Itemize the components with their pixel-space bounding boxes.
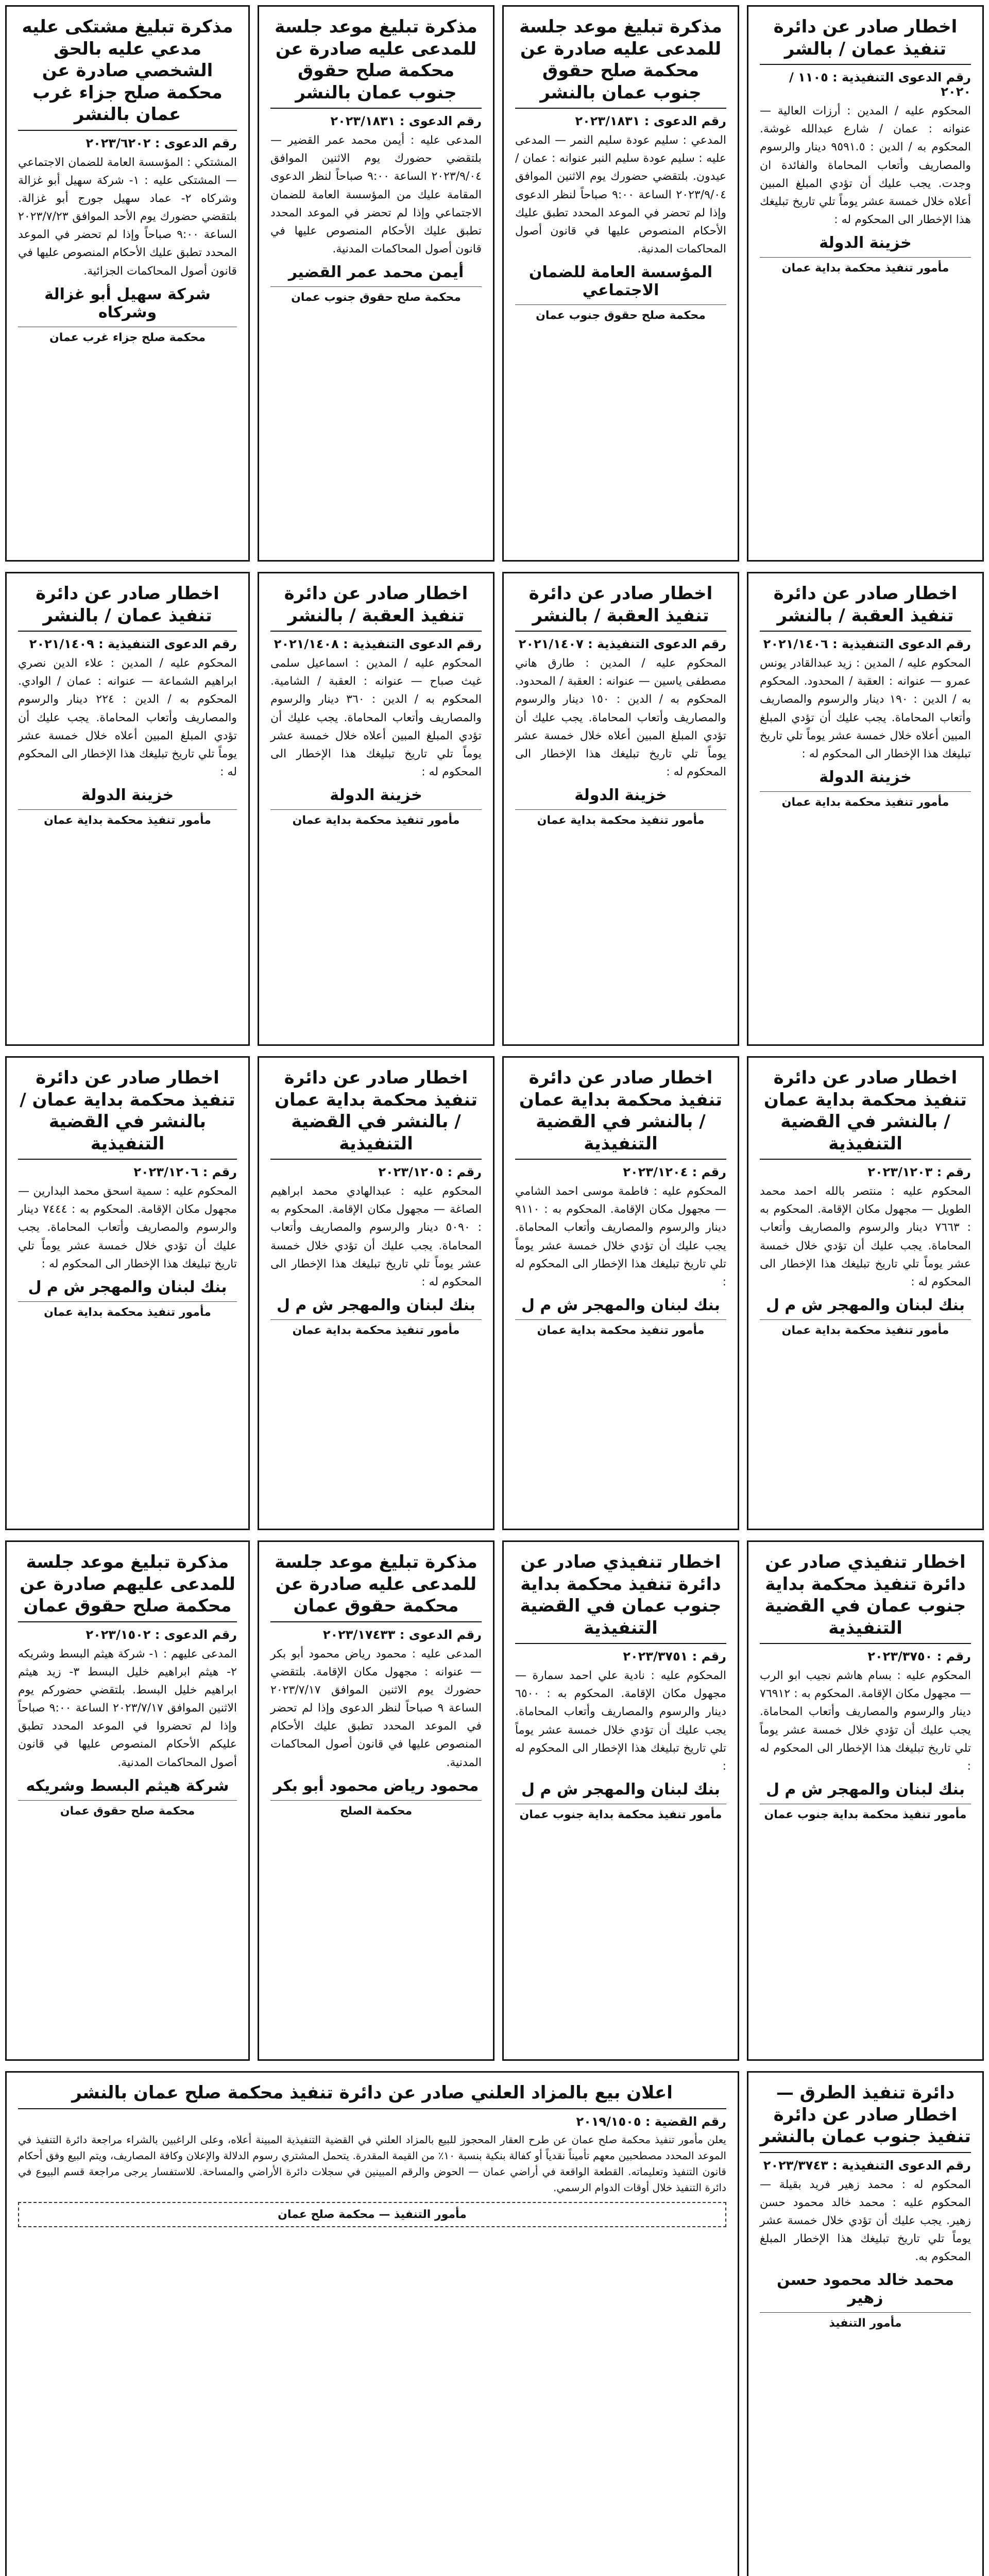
notice-title: اخطار صادر عن دائرة تنفيذ محكمة بداية عمان / بالنشر في القضية التنفيذية bbox=[270, 1067, 482, 1160]
notice-footer: محكمة صلح حقوق جنوب عمان bbox=[515, 304, 726, 322]
notice-party: بنك لبنان والمهجر ش م ل bbox=[521, 1781, 721, 1799]
notice-footer: محكمة الصلح bbox=[270, 1800, 482, 1818]
notice-ref: رقم الدعوى التنفيذية : ٢٠٢١/١٤٠٨ bbox=[274, 637, 482, 651]
notice-ref: رقم الدعوى : ٢٠٢٣/١٨٣١ bbox=[330, 114, 482, 128]
notice-ref: رقم : ٢٠٢٣/١٢٠٥ bbox=[378, 1165, 482, 1179]
notice-4 bbox=[5, 5, 250, 562]
notice-footer: مأمور تنفيذ محكمة بداية عمان bbox=[760, 791, 971, 809]
notice-1 bbox=[747, 5, 984, 562]
notice-party: المؤسسة العامة للضمان الاجتماعي bbox=[528, 263, 713, 300]
notice-title: اخطار صادر عن دائرة تنفيذ العقبة / بالنشر bbox=[760, 583, 971, 632]
notice-title: اخطار صادر عن دائرة تنفيذ العقبة / بالنشر bbox=[515, 583, 726, 632]
notice-ref: رقم : ٢٠٢٣/٣٧٥٠ bbox=[867, 1649, 971, 1664]
notice-body: المحكوم له : محمد زهير فريد بقيلة — المحكوم عليه : محمد خالد محمود حسن زهير. يجب عليك أن تؤدي خلال خمسة عشر يوماً تلي تاريخ تبليغك هذا الإخطار المبلغ المحكوم به. bbox=[760, 2178, 971, 2264]
notice-body: المحكوم عليه : سمية اسحق محمد البدارين — مجهول مكان الإقامة. المحكوم به : ٧٤٤٤ دينار والرسوم والمصاريف وأتعاب المحاماة. يجب عليك أن تؤدي خلال خمسة عشر يوماً تلي تاريخ تبليغك هذا الإخطار الى المحكوم له : bbox=[18, 1185, 237, 1270]
notice-body: المدعي : سليم عودة سليم النمر — المدعى عليه : سليم عودة سليم النبر عنوانه : عمان / عيدون. بلتقضي حضورك يوم الاثنين الموافق ٢٠٢٣/٩/٠٤ الساعة ٩:٠٠ صباحاً لنظر الدعوى وإذا لم تحضر في الموعد المحدد تطبق عليك الأحكام المنصوص عليها في قانون أصول المحاكمات المدنية. bbox=[515, 134, 726, 256]
notice-ref: رقم الدعوى التنفيذية : ٢٠٢١/١٤٠٧ bbox=[518, 637, 726, 651]
wide-notice-signature: مأمور التنفيذ — محكمة صلح عمان bbox=[18, 2202, 726, 2227]
notice-title: اخطار صادر عن دائرة تنفيذ محكمة بداية عمان / بالنشر في القضية التنفيذية bbox=[515, 1067, 726, 1160]
notice-body: المحكوم عليه / المدين : طارق هاني مصطفى ياسين — عنوانه : العقبة / المحدود. المحكوم به / الدين : ١٥٠ دينار والرسوم والمصاريف وأتعاب المحاماة. يجب عليك أن تؤدي المبلغ المبين أعلاه خلال خمسة عشر يوماً تلي تاريخ تبليغك هذا الإخطار الى المحكوم له : bbox=[515, 657, 727, 779]
notice-title: اخطار تنفيذي صادر عن دائرة تنفيذ محكمة بداية جنوب عمان في القضية التنفيذية bbox=[760, 1551, 971, 1644]
notice-footer: مأمور تنفيذ محكمة بداية عمان bbox=[760, 1319, 971, 1337]
notice-party: خزينة الدولة bbox=[330, 786, 422, 805]
newspaper-page bbox=[5, 5, 984, 2576]
notice-title: مذكرة تبليغ مشتكى عليه مدعي عليه بالحق الشخصي صادرة عن محكمة صلح جزاء غرب عمان بالنشر bbox=[18, 16, 237, 131]
notice-party: بنك لبنان والمهجر ش م ل bbox=[521, 1296, 721, 1315]
notice-party: محمود رياض محمود أبو بكر bbox=[273, 1776, 479, 1795]
notice-party: بنك لبنان والمهجر ش م ل bbox=[765, 1296, 965, 1315]
notice-title: دائرة تنفيذ الطرق — اخطار صادر عن دائرة تنفيذ جنوب عمان بالنشر bbox=[760, 2082, 971, 2153]
notice-ref: رقم : ٢٠٢٣/١٢٠٣ bbox=[867, 1165, 971, 1179]
notice-party: خزينة الدولة bbox=[819, 234, 912, 252]
notice-footer: مأمور تنفيذ محكمة بداية عمان bbox=[515, 809, 726, 827]
notice-footer: مأمور تنفيذ محكمة بداية عمان bbox=[18, 1301, 237, 1319]
notice-9 bbox=[747, 1056, 984, 1530]
notice-body: المحكوم عليه : بسام هاشم نجيب ابو الرب — مجهول مكان الإقامة. المحكوم به : ٧٦٩١٢ دينار والرسوم والمصاريف وأتعاب المحاماة. يجب عليك أن تؤدي خلال خمسة عشر يوماً تلي تاريخ تبليغك هذا الإخطار الى المحكوم له : bbox=[760, 1669, 971, 1773]
notice-party: بنك لبنان والمهجر ش م ل bbox=[28, 1278, 227, 1296]
notice-ref: رقم الدعوى : ٢٠٢٣/١٥٠٢ bbox=[86, 1627, 237, 1642]
notice-title: مذكرة تبليغ موعد جلسة للمدعى عليه صادرة عن محكمة صلح حقوق جنوب عمان بالنشر bbox=[270, 16, 482, 109]
notice-title: اخطار صادر عن دائرة تنفيذ محكمة بداية عمان / بالنشر في القضية التنفيذية bbox=[760, 1067, 971, 1160]
notice-body: المحكوم عليه / المدين : اسماعيل سلمى غيث صباح — عنوانه : العقبة / الشامية. المحكوم به / الدين : ٣٦٠ دينار والرسوم والمصاريف وأتعاب المحاماة. يجب عليك أن تؤدي المبلغ المبين أعلاه خلال خمسة عشر يوماً تلي تاريخ تبليغك هذا الإخطار الى المحكوم له : bbox=[270, 657, 482, 779]
notice-footer: محكمة صلح حقوق جنوب عمان bbox=[270, 286, 482, 304]
notice-body: المحكوم عليه : منتصر بالله احمد محمد الطويل — مجهول مكان الإقامة. المحكوم به : ٧٦٦٣ دينار والرسوم والمصاريف وأتعاب المحاماة. يجب عليك أن تؤدي خلال خمسة عشر يوماً تلي تاريخ تبليغك هذا الإخطار الى المحكوم له : bbox=[760, 1185, 971, 1289]
notice-3 bbox=[258, 5, 494, 562]
notice-body: المحكوم عليه / المدين : علاء الدين نصري ابراهيم الشماعة — عنوانه : عمان / الوادي. المحكوم به / الدين : ٢٢٤ دينار والرسوم والمصاريف وأتعاب المحاماة. يجب عليك أن تؤدي المبلغ المبين أعلاه خلال خمسة عشر يوماً تلي تاريخ تبليغك هذا الإخطار الى المحكوم له : bbox=[18, 657, 237, 779]
notice-ref: رقم الدعوى التنفيذية : ٢٠٢١/١٤٠٩ bbox=[29, 637, 237, 651]
notice-title: اخطار صادر عن دائرة تنفيذ عمان / بالشر bbox=[760, 16, 971, 65]
notice-body: المحكوم عليه : عبدالهادي محمد ابراهيم الصاغة — مجهول مكان الإقامة. المحكوم به : ٥٠٩٠ دينار والرسوم والمصاريف وأتعاب المحاماة. يجب عليك أن تؤدي خلال خمسة عشر يوماً تلي تاريخ تبليغك هذا الإخطار الى المحكوم له : bbox=[270, 1185, 482, 1289]
notice-footer: مأمور تنفيذ محكمة بداية جنوب عمان bbox=[515, 1804, 726, 1821]
notice-ref: رقم : ٢٠٢٣/١٢٠٤ bbox=[623, 1165, 726, 1179]
notice-ref: رقم الدعوى : ٢٠٢٣/٦٢٠٢ bbox=[86, 135, 237, 150]
notice-ref: رقم الدعوى التنفيذية : ١١٠٥ / ٢٠٢٠ bbox=[789, 70, 971, 99]
notice-16 bbox=[5, 1540, 250, 2061]
notice-footer: محكمة صلح حقوق عمان bbox=[18, 1800, 237, 1818]
notice-party: بنك لبنان والمهجر ش م ل bbox=[276, 1296, 476, 1315]
notice-footer: مأمور تنفيذ محكمة بداية عمان bbox=[515, 1319, 726, 1337]
notice-footer: مأمور التنفيذ bbox=[760, 2312, 971, 2330]
notice-12 bbox=[5, 1056, 250, 1530]
notice-footer: مأمور تنفيذ محكمة بداية عمان bbox=[18, 809, 237, 827]
notice-footer: مأمور تنفيذ محكمة بداية عمان bbox=[270, 1319, 482, 1337]
notice-7 bbox=[258, 572, 494, 1046]
notice-ref: رقم الدعوى : ٢٠٢٣/١٨٣١ bbox=[575, 114, 726, 128]
notice-title: مذكرة تبليغ موعد جلسة للمدعى عليه صادرة عن محكمة صلح حقوق جنوب عمان بالنشر bbox=[515, 16, 726, 109]
notice-17 bbox=[747, 2071, 984, 2576]
wide-auction-notice bbox=[5, 2071, 739, 2576]
notice-title: اخطار صادر عن دائرة تنفيذ العقبة / بالنشر bbox=[270, 583, 482, 632]
notice-10 bbox=[502, 1056, 739, 1530]
notice-body: المدعى عليه : أيمن محمد عمر القضير — بلتقضي حضورك يوم الاثنين الموافق ٢٠٢٣/٩/٠٤ الساعة ٩:٠٠ صباحاً لنظر الدعوى المقامة عليك من المؤسسة العامة للضمان الاجتماعي وإذا لم تحضر في الموعد المحدد تطبق عليك الأحكام المنصوص عليها في قانون أصول المحاكمات المدنية. bbox=[270, 134, 482, 256]
notice-ref: رقم الدعوى التنفيذية : ٢٠٢١/١٤٠٦ bbox=[763, 637, 971, 651]
notice-11 bbox=[258, 1056, 494, 1530]
notice-title: اخطار صادر عن دائرة تنفيذ محكمة بداية عمان / بالنشر في القضية التنفيذية bbox=[18, 1067, 237, 1160]
notice-14 bbox=[502, 1540, 739, 2061]
notice-title: مذكرة تبليغ موعد جلسة للمدعى عليهم صادرة عن محكمة صلح حقوق عمان bbox=[18, 1551, 237, 1622]
notice-ref: رقم الدعوى : ٢٠٢٣/١٧٤٣٣ bbox=[322, 1627, 482, 1642]
notice-13 bbox=[747, 1540, 984, 2061]
notice-body: المحكوم عليه / المدين : زيد عبدالقادر يونس عمرو — عنوانه : العقبة / المحدود. المحكوم به / الدين : ١٩٠ دينار والرسوم والمصاريف وأتعاب المحاماة. يجب عليك أن تؤدي المبلغ المبين أعلاه خلال خمسة عشر يوماً تلي تاريخ تبليغك هذا الإخطار الى المحكوم له : bbox=[760, 657, 971, 760]
wide-notice-title: اعلان بيع بالمزاد العلني صادر عن دائرة تنفيذ محكمة صلح عمان بالنشر bbox=[18, 2082, 726, 2109]
notice-ref: رقم : ٢٠٢٣/٣٧٥١ bbox=[623, 1649, 726, 1664]
notice-party: محمد خالد محمود حسن زهير bbox=[776, 2271, 954, 2308]
notice-body: المدعى عليه : محمود رياض محمود أبو بكر — عنوانه : مجهول مكان الإقامة. بلتقضي حضورك يوم الاثنين الموافق ٢٠٢٣/٧/١٧ الساعة ٩ صباحاً لنظر الدعوى وإذا لم تحضر في الموعد المحدد تطبق عليك الأحكام المنصوص عليها في قانون أصول المحاكمات المدنية. bbox=[270, 1647, 482, 1769]
notice-ref: رقم الدعوى التنفيذية : ٢٠٢٣/٣٧٤٣ bbox=[763, 2158, 971, 2173]
notice-party: أيمن محمد عمر القضير bbox=[288, 263, 464, 282]
notice-title: اخطار صادر عن دائرة تنفيذ عمان / بالنشر bbox=[18, 583, 237, 632]
wide-notice-ref: رقم القضية : ٢٠١٩/١٥٠٥ bbox=[576, 2114, 726, 2129]
notice-ref: رقم : ٢٠٢٣/١٢٠٦ bbox=[133, 1165, 237, 1179]
notice-footer: محكمة صلح جزاء غرب عمان bbox=[18, 327, 237, 344]
notice-body: المدعى عليهم : ١- شركة هيثم البسط وشريكه ٢- هيثم ابراهيم خليل البسط ٣- زيد هيثم ابراهيم خليل البسط. بلتقضي حضوركم يوم الاثنين الموافق ٢٠٢٣/٧/١٧ الساعة ٩:٠٠ صباحاً وإذا لم تحضروا في الموعد المحدد تطبق عليكم الأحكام المنصوص عليها في قانون أصول المحاكمات المدنية. bbox=[18, 1647, 237, 1769]
notice-footer: مأمور تنفيذ محكمة بداية عمان bbox=[760, 257, 971, 275]
wide-notice-body: يعلن مأمور تنفيذ محكمة صلح عمان عن طرح العقار المحجوز للبيع بالمزاد العلني في القضية التنفيذية المبينة أعلاه، وعلى الراغبين بالشراء مراجعة دائرة التنفيذ في الموعد المحدد مصطحبين معهم تأميناً نقدياً أو كفالة بنكية بنسبة ١٠٪ من القيمة المقدرة. يتحمل المشتري رسوم الدلالة والإعلان وكافة المصاريف، ويتم البيع وفق أحكام قانون التنفيذ وتعليماته. القطعة الواقعة في أراضي عمان — الحوض والرقم المبينين في سجلات دائرة الأراضي والمساحة. للاستفسار يرجى مراجعة قسم البيوع في دائرة التنفيذ خلال أوقات الدوام الرسمي. bbox=[18, 2133, 726, 2194]
notice-8 bbox=[5, 572, 250, 1046]
notice-body: المحكوم عليه : فاطمة موسى احمد الشامي — مجهول مكان الإقامة. المحكوم به : ٩١١٠ دينار والرسوم والمصاريف وأتعاب المحاماة. يجب عليك أن تؤدي خلال خمسة عشر يوماً تلي تاريخ تبليغك هذا الإخطار الى المحكوم له : bbox=[515, 1185, 726, 1289]
notice-party: خزينة الدولة bbox=[81, 786, 174, 805]
notice-title: اخطار تنفيذي صادر عن دائرة تنفيذ محكمة بداية جنوب عمان في القضية التنفيذية bbox=[515, 1551, 726, 1644]
notice-5 bbox=[747, 572, 984, 1046]
notice-body: المحكوم عليه : نادية علي احمد سمارة — مجهول مكان الإقامة. المحكوم به : ٦٥٠٠ دينار والرسوم والمصاريف وأتعاب المحاماة. يجب عليك أن تؤدي خلال خمسة عشر يوماً تلي تاريخ تبليغك هذا الإخطار الى المحكوم له : bbox=[515, 1669, 726, 1773]
notice-title: مذكرة تبليغ موعد جلسة للمدعى عليه صادرة عن محكمة حقوق عمان bbox=[270, 1551, 482, 1622]
notice-body: المشتكي : المؤسسة العامة للضمان الاجتماعي — المشتكى عليه : ١- شركة سهيل أبو غزالة وشركاه ٢- عماد سهيل جورج أبو غزالة. بلتقضي حضورك يوم الأحد الموافق ٢٠٢٣/٧/٢٣ الساعة ٩:٠٠ صباحاً وإذا لم تحضر في الموعد المحدد تطبق عليك الأحكام المنصوص عليها في قانون أصول المحاكمات الجزائية. bbox=[18, 156, 237, 278]
notice-party: شركة سهيل أبو غزالة وشركاه bbox=[44, 285, 211, 321]
notice-party: بنك لبنان والمهجر ش م ل bbox=[765, 1781, 965, 1799]
notice-body: المحكوم عليه / المدين : أرزات العالية — عنوانه : عمان / شارع عبدالله غوشة. المحكوم به / الدين : ٩٥٩١.٥ دينار والرسوم والمصاريف وأتعاب المحاماة والفائدة ان وجدت. يجب عليك أن تؤدي المبلغ المبين أعلاه خلال خمسة عشر يوماً تلي تاريخ تبليغك هذا الإخطار الى المحكوم له : bbox=[760, 105, 971, 227]
notice-footer: مأمور تنفيذ محكمة بداية جنوب عمان bbox=[760, 1804, 971, 1821]
notice-party: خزينة الدولة bbox=[574, 786, 667, 805]
notice-15 bbox=[258, 1540, 494, 2061]
notice-footer: مأمور تنفيذ محكمة بداية عمان bbox=[270, 809, 482, 827]
notice-party: خزينة الدولة bbox=[819, 768, 912, 787]
notice-party: شركة هيثم البسط وشريكه bbox=[26, 1776, 229, 1795]
notice-6 bbox=[502, 572, 739, 1046]
notice-2 bbox=[502, 5, 739, 562]
